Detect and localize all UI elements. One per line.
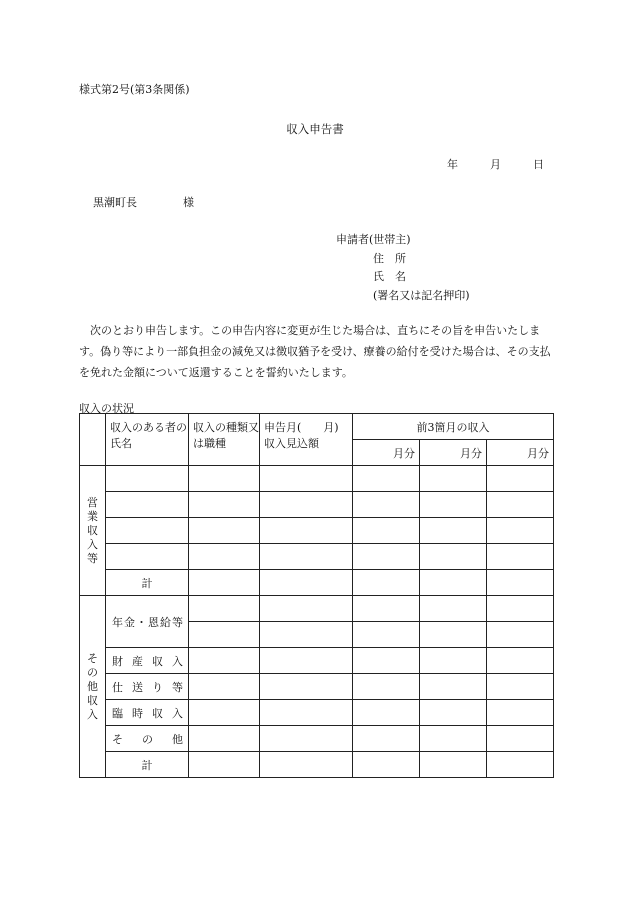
table-row xyxy=(80,596,554,622)
header-expected-income: 収入見込額 xyxy=(264,437,319,450)
other-total-row xyxy=(80,752,554,778)
table-row xyxy=(80,674,554,700)
cell[interactable] xyxy=(420,570,487,596)
cell[interactable] xyxy=(106,492,189,518)
declaration-text: 次のとおり申告します。この申告内容に変更が生じた場合は、直ちにその旨を申告いたします。偽り等により一部負担金の減免又は徴収猶予を受け、療養の給付を受けた場合は、その支払を免れた金額について返還することを誓約いたします。 xyxy=(79,324,551,379)
cell[interactable] xyxy=(487,622,554,648)
applicant-address-label: 住 所 xyxy=(373,251,406,265)
group-char: 他 xyxy=(87,679,98,693)
cell[interactable] xyxy=(487,518,554,544)
cell[interactable] xyxy=(353,466,420,492)
cell[interactable] xyxy=(420,622,487,648)
cell[interactable] xyxy=(260,674,353,700)
page-title: 収入申告書 xyxy=(286,122,344,136)
other-total-label: 計 xyxy=(106,752,189,778)
cell[interactable] xyxy=(353,726,420,752)
cell[interactable] xyxy=(260,570,353,596)
cell[interactable] xyxy=(353,648,420,674)
cell[interactable] xyxy=(260,544,353,570)
cell[interactable] xyxy=(487,752,554,778)
group-char: の xyxy=(87,665,98,679)
header-income-type: 収入の種類又は職種 xyxy=(189,414,260,466)
cell[interactable] xyxy=(420,518,487,544)
cell[interactable] xyxy=(420,674,487,700)
cell[interactable] xyxy=(189,700,260,726)
group-char: 営 xyxy=(87,495,98,509)
cell[interactable] xyxy=(487,674,554,700)
cell[interactable] xyxy=(420,492,487,518)
row-label-pension: 年金・恩給等 xyxy=(106,596,189,648)
cell[interactable] xyxy=(420,700,487,726)
cell[interactable] xyxy=(487,596,554,622)
cell[interactable] xyxy=(487,570,554,596)
table-row xyxy=(80,544,554,570)
business-income-group-label xyxy=(80,466,106,596)
cell[interactable] xyxy=(189,596,260,622)
cell[interactable] xyxy=(420,596,487,622)
cell[interactable] xyxy=(189,752,260,778)
cell[interactable] xyxy=(189,492,260,518)
income-status-heading: 収入の状況 xyxy=(79,402,134,415)
cell[interactable] xyxy=(189,518,260,544)
table-row xyxy=(80,700,554,726)
row-label-other: その他 xyxy=(106,726,189,752)
header-declared-month xyxy=(260,414,353,466)
cell[interactable] xyxy=(487,544,554,570)
cell[interactable] xyxy=(260,518,353,544)
cell[interactable] xyxy=(353,596,420,622)
row-label-temporary-income: 臨時収入 xyxy=(106,700,189,726)
applicant-label: 申請者(世帯主) xyxy=(336,233,411,246)
cell[interactable] xyxy=(487,492,554,518)
group-char: 等 xyxy=(87,551,98,565)
addressee xyxy=(93,194,194,210)
cell[interactable] xyxy=(353,622,420,648)
cell[interactable] xyxy=(260,596,353,622)
cell[interactable] xyxy=(260,492,353,518)
date-day: 日 xyxy=(533,158,544,171)
header-declared-month-label: 申告月( 月) xyxy=(264,421,339,434)
cell[interactable] xyxy=(106,544,189,570)
month-unit-2: 月分 xyxy=(420,440,487,466)
cell[interactable] xyxy=(420,648,487,674)
header-prev3-months: 前3箇月の収入 xyxy=(353,414,554,440)
group-char: 業 xyxy=(87,509,98,523)
cell[interactable] xyxy=(260,726,353,752)
cell[interactable] xyxy=(189,648,260,674)
cell[interactable] xyxy=(353,492,420,518)
cell[interactable] xyxy=(189,466,260,492)
table-row xyxy=(80,726,554,752)
cell[interactable] xyxy=(189,570,260,596)
cell[interactable] xyxy=(353,570,420,596)
row-label-property-income: 財産収入 xyxy=(106,648,189,674)
income-table xyxy=(79,413,554,778)
header-person-name: 収入のある者の氏名 xyxy=(106,414,189,466)
row-label-remittance: 仕送り等 xyxy=(106,674,189,700)
business-total-row xyxy=(80,570,554,596)
cell[interactable] xyxy=(260,648,353,674)
date-line xyxy=(447,156,544,172)
table-header-row xyxy=(80,414,554,440)
cell[interactable] xyxy=(189,622,260,648)
applicant-name-label: 氏 名 xyxy=(373,270,406,283)
other-income-group-label xyxy=(80,596,106,778)
month-unit-1: 月分 xyxy=(353,440,420,466)
group-char: 入 xyxy=(87,707,98,721)
cell[interactable] xyxy=(353,700,420,726)
cell[interactable] xyxy=(353,674,420,700)
cell[interactable] xyxy=(487,726,554,752)
cell[interactable] xyxy=(260,622,353,648)
applicant-signature-note: (署名又は記名押印) xyxy=(373,288,470,302)
cell[interactable] xyxy=(260,752,353,778)
table-row xyxy=(80,648,554,674)
cell[interactable] xyxy=(487,700,554,726)
cell[interactable] xyxy=(353,752,420,778)
cell[interactable] xyxy=(420,752,487,778)
form-number: 様式第2号(第3条関係) xyxy=(79,83,190,96)
addressee-suffix: 様 xyxy=(183,196,194,209)
cell[interactable] xyxy=(420,466,487,492)
applicant-block xyxy=(336,231,470,305)
cell[interactable] xyxy=(487,466,554,492)
cell[interactable] xyxy=(106,518,189,544)
table-row xyxy=(80,466,554,492)
group-char: そ xyxy=(87,651,98,665)
cell[interactable] xyxy=(260,466,353,492)
date-month: 月 xyxy=(490,158,501,171)
cell[interactable] xyxy=(189,726,260,752)
cell[interactable] xyxy=(260,700,353,726)
cell[interactable] xyxy=(353,544,420,570)
table-row xyxy=(80,518,554,544)
cell[interactable] xyxy=(189,674,260,700)
cell[interactable] xyxy=(487,648,554,674)
group-char: 収 xyxy=(87,523,98,537)
month-unit-3: 月分 xyxy=(487,440,554,466)
addressee-name: 黒潮町長 xyxy=(93,196,137,209)
business-total-label: 計 xyxy=(106,570,189,596)
cell[interactable] xyxy=(106,466,189,492)
table-row xyxy=(80,492,554,518)
group-char: 入 xyxy=(87,537,98,551)
group-char: 収 xyxy=(87,693,98,707)
cell[interactable] xyxy=(420,544,487,570)
header-blank xyxy=(80,414,106,466)
cell[interactable] xyxy=(420,726,487,752)
cell[interactable] xyxy=(189,544,260,570)
cell[interactable] xyxy=(353,518,420,544)
date-year: 年 xyxy=(447,158,458,171)
